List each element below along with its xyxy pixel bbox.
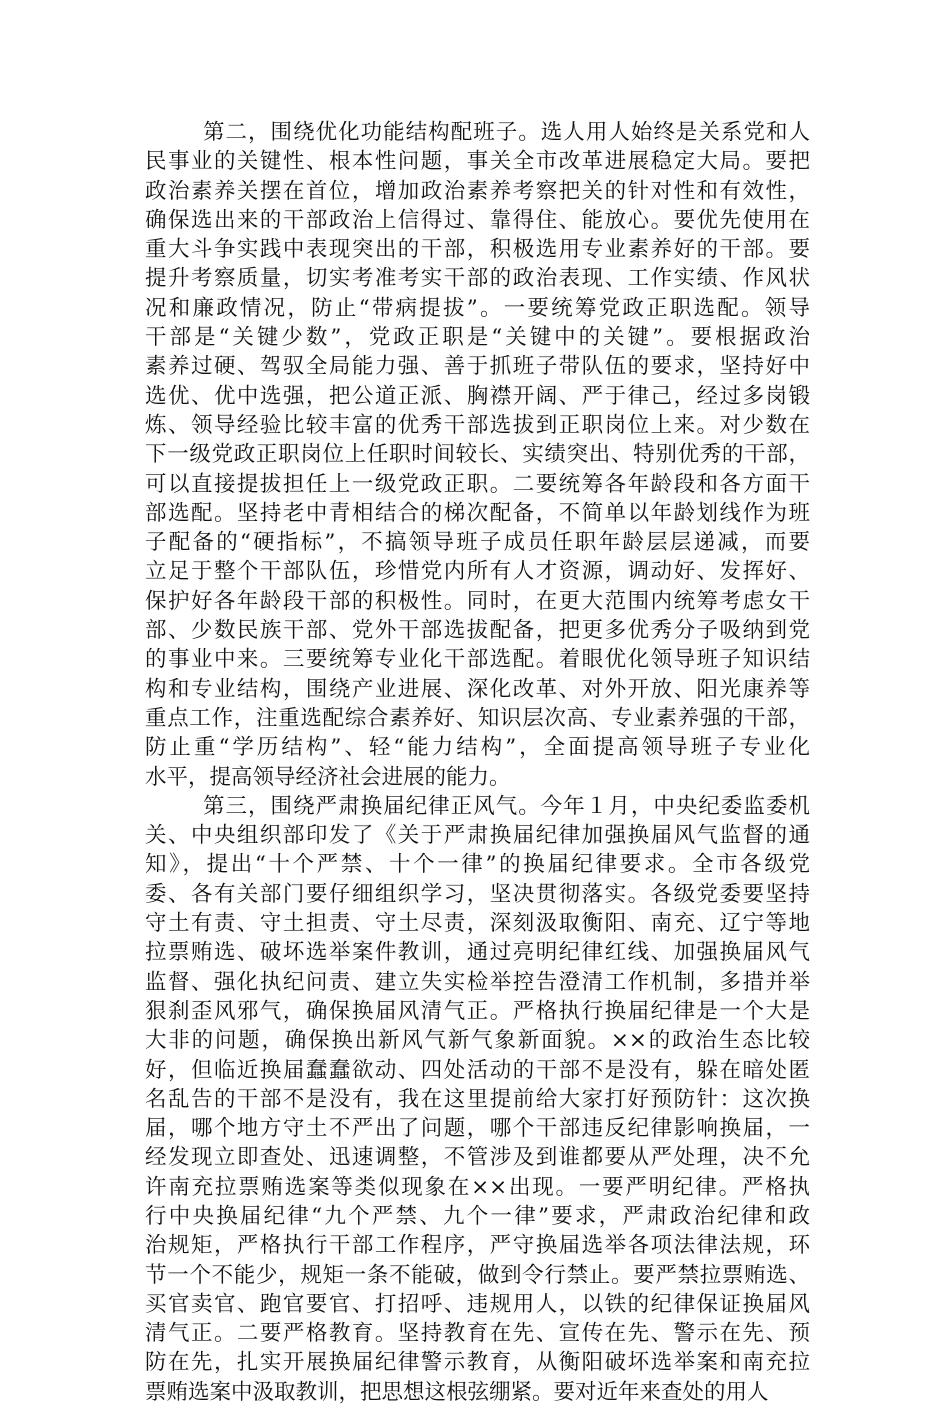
body-text [145,118,810,1407]
text-line: 炼、领导经验比较丰富的优秀干部选拔到正职岗位上来。对少数在 [145,412,810,438]
text-line: 政治素养关摆在首位，增加政治素养考察把关的针对性和有效性， [145,178,810,204]
text-line: 干部是“关键少数”，党政正职是“关键中的关键”。要根据政治 [145,325,810,351]
text-line: 节一个不能少，规矩一条不能破，做到令行禁止。要严禁拉票贿选、 [145,1262,810,1288]
text-line: 第二，围绕优化功能结构配班子。选人用人始终是关系党和人 [203,120,810,145]
text-line: 委、各有关部门要仔细组织学习，坚决贯彻落实。各级党委要坚持 [145,881,810,907]
text-line: 的事业中来。三要统筹专业化干部选配。着眼优化领导班子知识结 [145,647,810,673]
text-line: 民事业的关键性、根本性问题，事关全市改革进展稳定大局。要把 [145,149,810,175]
text-line: 素养过硬、驾驭全局能力强、善于抓班子带队伍的要求，坚持好中 [145,354,810,380]
paragraph-second-point [145,118,810,792]
text-line: 许南充拉票贿选案等类似现象在××出现。一要严明纪律。严格执 [145,1174,810,1200]
text-line: 况和廉政情况，防止“带病提拔”。一要统筹党政正职选配。领导 [145,295,810,321]
text-line: 大非的问题，确保换出新风气新气象新面貌。××的政治生态比较 [145,1028,810,1054]
text-line: 治规矩，严格执行干部工作程序，严守换届选举各项法律法规，环 [145,1233,810,1259]
text-line: 部、少数民族干部、党外干部选拔配备，把更多优秀分子吸纳到党 [145,618,810,644]
text-line: 子配备的“硬指标”，不搞领导班子成员任职年龄层层递减，而要 [145,530,810,556]
text-line: 立足于整个干部队伍，珍惜党内所有人才资源，调动好、发挥好、 [145,559,810,585]
text-line: 买官卖官、跑官要官、打招呼、违规用人，以铁的纪律保证换届风 [145,1291,810,1317]
text-line: 关、中央组织部印发了《关于严肃换届纪律加强换届风气监督的通 [145,823,810,849]
text-line: 好，但临近换届蠢蠢欲动、四处活动的干部不是没有，躲在暗处匿 [145,1057,810,1083]
text-line: 守土有责、守土担责、守土尽责，深刻汲取衡阳、南充、辽宁等地 [145,911,810,937]
text-line: 确保选出来的干部政治上信得过、靠得住、能放心。要优先使用在 [145,207,810,233]
text-line: 水平，提高领导经济社会进展的能力。 [145,764,511,790]
text-line: 选优、优中选强，把公道正派、胸襟开阔、严于律己，经过多岗锻 [145,383,810,409]
text-line: 重大斗争实践中表现突出的干部，积极选用专业素养好的干部。要 [145,237,810,263]
text-line: 构和专业结构，围绕产业进展、深化改革、对外开放、阳光康养等 [145,676,810,702]
text-line: 防在先，扎实开展换届纪律警示教育，从衡阳破坏选举案和南充拉 [145,1350,810,1376]
paragraph-third-point [145,792,810,1407]
text-line: 经发现立即查处、迅速调整，不管涉及到谁都要从严处理，决不允 [145,1145,810,1171]
text-line: 防止重“学历结构”、轻“能力结构”，全面提高领导班子专业化 [145,735,810,761]
text-line: 监督、强化执纪问责、建立失实检举控告澄清工作机制，多措并举 [145,969,810,995]
text-line: 重点工作，注重选配综合素养好、知识层次高、专业素养强的干部， [145,705,810,731]
text-line: 清气正。二要严格教育。坚持教育在先、宣传在先、警示在先、预 [145,1321,810,1347]
text-line: 知》，提出“十个严禁、十个一律”的换届纪律要求。全市各级党 [145,852,810,878]
text-line: 票贿选案中汲取教训，把思想这根弦绷紧。要对近年来查处的用人 [145,1379,769,1405]
text-line: 名乱告的干部不是没有，我在这里提前给大家打好预防针：这次换 [145,1086,810,1112]
text-line: 部选配。坚持老中青相结合的梯次配备，不简单以年龄划线作为班 [145,500,810,526]
text-line: 提升考察质量，切实考准考实干部的政治表现、工作实绩、作风状 [145,266,810,292]
text-line: 可以直接提拔担任上一级党政正职。二要统筹各年龄段和各方面干 [145,471,810,497]
text-line: 第三，围绕严肃换届纪律正风气。今年１月，中央纪委监委机 [203,793,810,819]
text-line: 行中央换届纪律“九个严禁、九个一律”要求，严肃政治纪律和政 [145,1203,810,1229]
text-line: 保护好各年龄段干部的积极性。同时，在更大范围内统筹考虑女干 [145,588,810,614]
text-line: 下一级党政正职岗位上任职时间较长、实绩突出、特别优秀的干部， [145,442,810,468]
text-line: 届，哪个地方守土不严出了问题，哪个干部违反纪律影响换届，一 [145,1116,810,1142]
text-line: 狠刹歪风邪气，确保换届风清气正。严格执行换届纪律是一个大是 [145,998,810,1024]
text-line: 拉票贿选、破坏选举案件教训，通过亮明纪律红线、加强换届风气 [145,940,810,966]
